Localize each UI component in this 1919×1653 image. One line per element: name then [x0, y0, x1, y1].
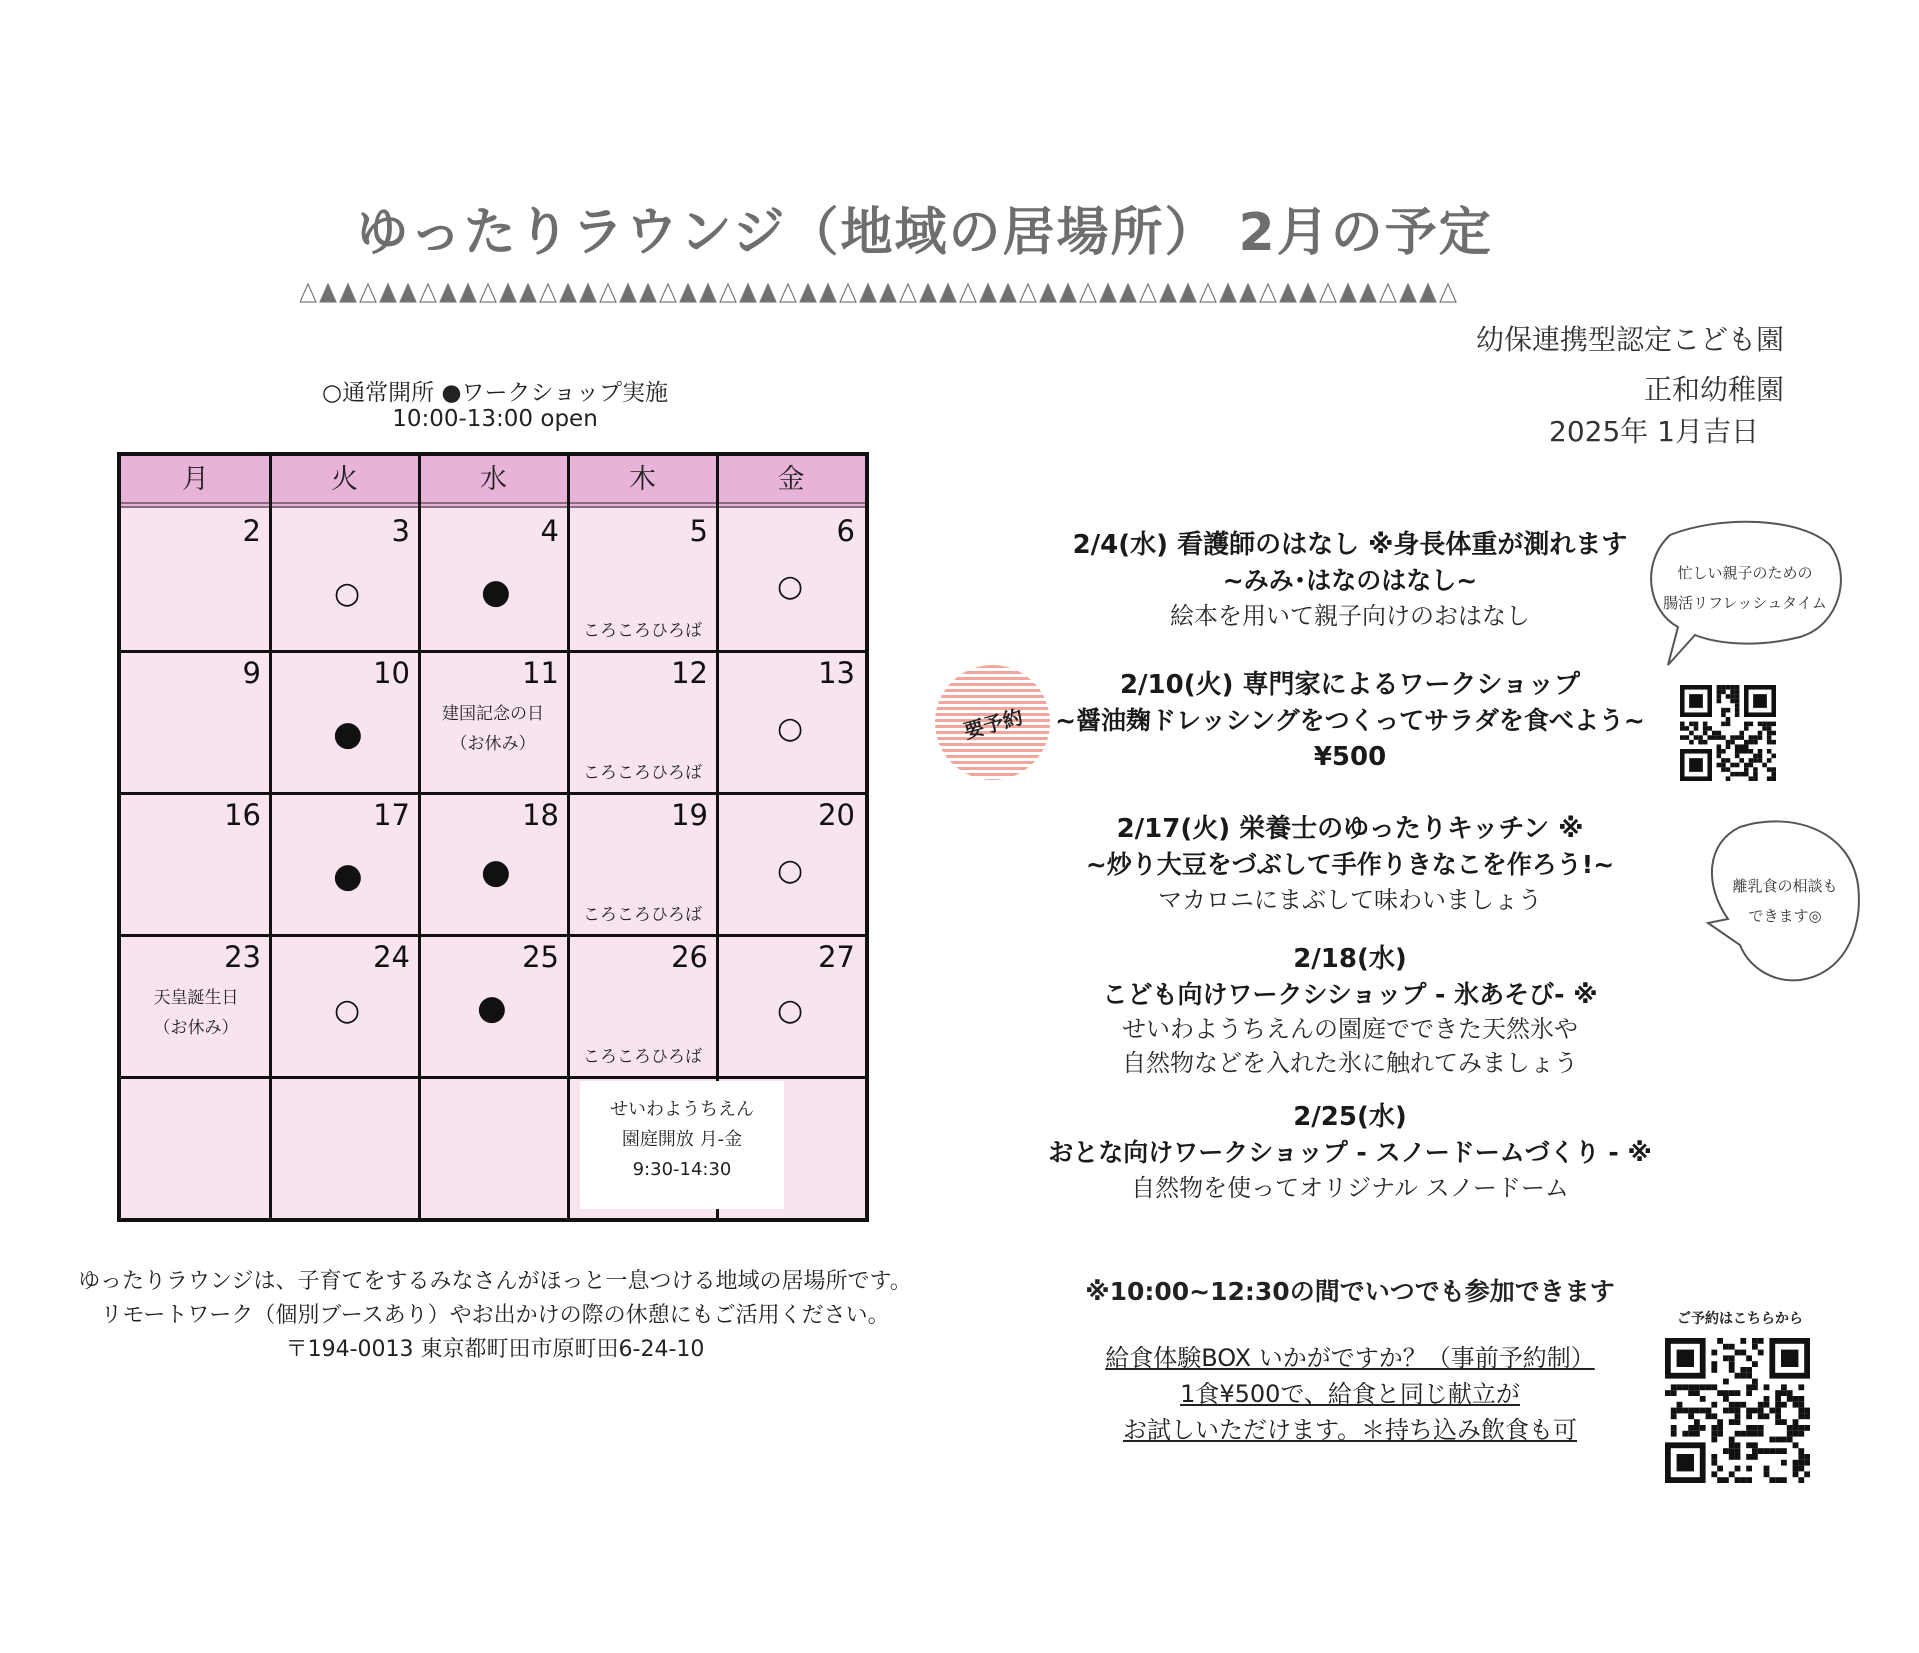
weekday-header-thu: 木 [568, 456, 717, 508]
triangle-decoration [720, 284, 736, 302]
lunch-line3[interactable]: お試しいただけます。＊持ち込み飲食も可 [1122, 1416, 1578, 1444]
triangle-decoration [760, 284, 776, 302]
open-mark: ○ [777, 993, 804, 1028]
calendar-grid [121, 456, 865, 1218]
holiday-closed-label: （お休み） [153, 1018, 239, 1038]
org-name-line1: 幼保連携型認定こども園 [1475, 323, 1784, 356]
triangle-decoration [840, 284, 856, 302]
triangle-decoration [1000, 284, 1016, 302]
workshop-mark: ● [481, 852, 511, 892]
yard-line3: 9:30-14:30 [632, 1159, 732, 1180]
event-title: 2/17(火) 栄養士のゆったりキッチン ※ [1116, 814, 1584, 844]
about-line1: ゆったりラウンジは、子育てをするみなさんがほっと一息つける地域の居場所です。 [78, 1269, 912, 1294]
day-number: 3 [391, 514, 410, 548]
day-number: 26 [671, 940, 708, 974]
event-subtitle: こども向けワークシショップ - 氷あそび- ※ [1102, 980, 1598, 1009]
triangle-decoration [380, 284, 396, 302]
grid-line [121, 1076, 865, 1079]
day-number: 4 [540, 514, 559, 548]
lunch-box-info[interactable] [960, 1340, 1740, 1448]
bubble1-line2: 腸活リフレッシュタイム [1663, 594, 1827, 612]
event-subtitle: ~炒り大豆をづぶして手作りきなこを作ろう!~ [1085, 850, 1615, 879]
event-title: 2/25(水) [1293, 1102, 1407, 1132]
triangle-border-decoration [300, 280, 1470, 304]
triangle-decoration [1440, 284, 1456, 302]
event-subtitle: おとな向けワークショップ - スノードームづくり - ※ [1048, 1138, 1652, 1167]
legend-hours: 10:00-13:00 open [392, 406, 598, 432]
qr-code-icon[interactable] [1680, 685, 1776, 781]
org-name-line2: 正和幼稚園 [1643, 373, 1784, 406]
yard-line2: 園庭開放 月-金 [621, 1129, 743, 1150]
day-number: 6 [836, 514, 855, 548]
triangle-decoration [1080, 284, 1096, 302]
workshop-mark: ● [481, 572, 511, 612]
holiday-closed-label: （お休み） [450, 734, 536, 754]
triangle-decoration [880, 284, 896, 302]
event-description: 自然物を使ってオリジナル スノードーム [1131, 1174, 1569, 1202]
grid-line [121, 650, 865, 653]
triangle-decoration [620, 284, 636, 302]
reservation-label: ご予約はこちらから [1677, 1311, 1803, 1327]
event-1 [960, 526, 1740, 634]
day-number: 2 [242, 514, 261, 548]
event-4 [960, 940, 1740, 1080]
day-number: 16 [224, 798, 261, 832]
triangle-decoration [360, 284, 376, 302]
day-number: 19 [671, 798, 708, 832]
event-3 [960, 810, 1740, 918]
triangle-decoration [1140, 284, 1156, 302]
day-number: 27 [818, 940, 855, 974]
day-number: 20 [818, 798, 855, 832]
korokoro-hiroba-note: ころころひろば [583, 1047, 702, 1067]
bubble2-line2: できます◎ [1748, 907, 1822, 925]
triangle-decoration [820, 284, 836, 302]
holiday-label: 建国記念の日 [442, 704, 544, 724]
lunch-line1[interactable]: 給食体験BOX いかがですか？（事前予約制） [1105, 1344, 1595, 1372]
lunch-line2[interactable]: 1食¥500で、給食と同じ献立が [1180, 1380, 1520, 1408]
grid-line [269, 456, 272, 1218]
about-line2: リモートワーク（個別ブースあり）やお出かけの際の休憩にもご活用ください。 [100, 1303, 890, 1328]
triangle-decoration [440, 284, 456, 302]
yard-line1: せいわようちえん [610, 1099, 754, 1120]
korokoro-hiroba-note: ころころひろば [583, 905, 702, 925]
day-number: 25 [522, 940, 559, 974]
triangle-decoration [640, 284, 656, 302]
triangle-decoration [940, 284, 956, 302]
day-number: 23 [224, 940, 261, 974]
triangle-decoration [540, 284, 556, 302]
triangle-decoration [1020, 284, 1036, 302]
triangle-decoration [300, 284, 316, 302]
event-subtitle: ~醤油麹ドレッシングをつくってサラダを食べよう~ [1055, 706, 1645, 735]
grid-line [567, 456, 570, 1218]
grid-line [418, 456, 421, 1218]
triangle-decoration [340, 284, 356, 302]
triangle-decoration [1220, 284, 1236, 302]
workshop-mark: ● [477, 988, 507, 1028]
triangle-decoration [600, 284, 616, 302]
event-description: 絵本を用いて親子向けのおはなし [1170, 602, 1530, 630]
triangle-decoration [1420, 284, 1436, 302]
triangle-decoration [1040, 284, 1056, 302]
triangle-decoration [960, 284, 976, 302]
triangle-decoration [680, 284, 696, 302]
weekday-header-mon: 月 [121, 456, 270, 508]
day-number: 11 [522, 656, 559, 690]
bubble2-line1: 離乳食の相談も [1732, 877, 1838, 895]
event-title: 2/4(水) 看護師のはなし ※身長体重が測れます [1072, 530, 1628, 560]
address: 〒194-0013 東京都町田市原町田6-24-10 [285, 1337, 705, 1362]
legend-marks: ○通常開所 ●ワークショップ実施 [322, 380, 668, 406]
triangle-decoration [1120, 284, 1136, 302]
day-number: 18 [522, 798, 559, 832]
february-calendar [117, 452, 869, 1222]
speech-bubble-gut-health [1640, 515, 1852, 675]
open-mark: ○ [777, 569, 804, 604]
event-2 [960, 666, 1740, 776]
triangle-decoration [900, 284, 916, 302]
triangle-decoration [1340, 284, 1356, 302]
open-mark: ○ [334, 993, 361, 1028]
weekday-header-tue: 火 [270, 456, 419, 508]
bubble1-line1: 忙しい親子のための [1677, 564, 1813, 582]
about-text [0, 1265, 990, 1367]
triangle-decoration [560, 284, 576, 302]
triangle-decoration [800, 284, 816, 302]
triangle-decoration [980, 284, 996, 302]
holiday-label: 天皇誕生日 [153, 988, 239, 1008]
issue-date: 2025年 1月吉日 [1549, 415, 1759, 448]
triangle-decoration [1100, 284, 1116, 302]
event-description: マカロニにまぶして味わいましょう [1158, 886, 1542, 914]
korokoro-hiroba-note: ころころひろば [583, 763, 702, 783]
triangle-decoration [1200, 284, 1216, 302]
triangle-decoration [580, 284, 596, 302]
event-title: 2/10(火) 専門家によるワークショップ [1119, 670, 1581, 700]
event-subtitle: ~みみ･はなのはなし~ [1222, 566, 1478, 595]
event-description-2: 自然物などを入れた氷に触れてみましょう [1122, 1049, 1578, 1077]
triangle-decoration [860, 284, 876, 302]
triangle-decoration [700, 284, 716, 302]
triangle-decoration [500, 284, 516, 302]
anytime-participation-note: ※10:00~12:30の間でいつでも参加できます [1085, 1277, 1615, 1306]
triangle-decoration [1260, 284, 1276, 302]
triangle-decoration [400, 284, 416, 302]
garden-open-info [580, 1081, 784, 1209]
speech-bubble-baby-food [1700, 815, 1865, 987]
event-title: 2/18(水) [1293, 944, 1407, 974]
grid-line [121, 934, 865, 937]
page-title: ゆったりラウンジ（地域の居場所） 2月の予定 [356, 203, 1493, 263]
triangle-decoration [1320, 284, 1336, 302]
triangle-decoration [1060, 284, 1076, 302]
triangle-decoration [660, 284, 676, 302]
weekday-header-wed: 水 [419, 456, 568, 508]
grid-line [121, 792, 865, 795]
day-number: 13 [818, 656, 855, 690]
triangle-decoration [1380, 284, 1396, 302]
triangle-decoration [320, 284, 336, 302]
triangle-decoration [780, 284, 796, 302]
open-mark: ○ [334, 576, 361, 611]
triangle-decoration [920, 284, 936, 302]
weekday-header-fri: 金 [717, 456, 865, 508]
day-number: 10 [373, 656, 410, 690]
badge-label: 要予約 [960, 704, 1025, 744]
event-description: せいわようちえんの園庭でできた天然氷や [1122, 1015, 1578, 1043]
triangle-decoration [1280, 284, 1296, 302]
triangle-decoration [740, 284, 756, 302]
day-number: 5 [689, 514, 708, 548]
event-price: ¥500 [1313, 742, 1387, 772]
triangle-decoration [1360, 284, 1376, 302]
day-number: 17 [373, 798, 410, 832]
open-mark: ○ [777, 711, 804, 746]
triangle-decoration [1160, 284, 1176, 302]
open-mark: ○ [777, 853, 804, 888]
triangle-decoration [1400, 284, 1416, 302]
triangle-decoration [520, 284, 536, 302]
workshop-mark: ● [333, 856, 363, 896]
day-number: 24 [373, 940, 410, 974]
day-number: 9 [242, 656, 261, 690]
triangle-decoration [1180, 284, 1196, 302]
triangle-decoration [460, 284, 476, 302]
korokoro-hiroba-note: ころころひろば [583, 621, 702, 641]
triangle-decoration [1300, 284, 1316, 302]
day-number: 12 [671, 656, 708, 690]
triangle-decoration [480, 284, 496, 302]
workshop-mark: ● [333, 714, 363, 754]
triangle-decoration [1240, 284, 1256, 302]
triangle-decoration [420, 284, 436, 302]
event-5 [960, 1098, 1740, 1206]
